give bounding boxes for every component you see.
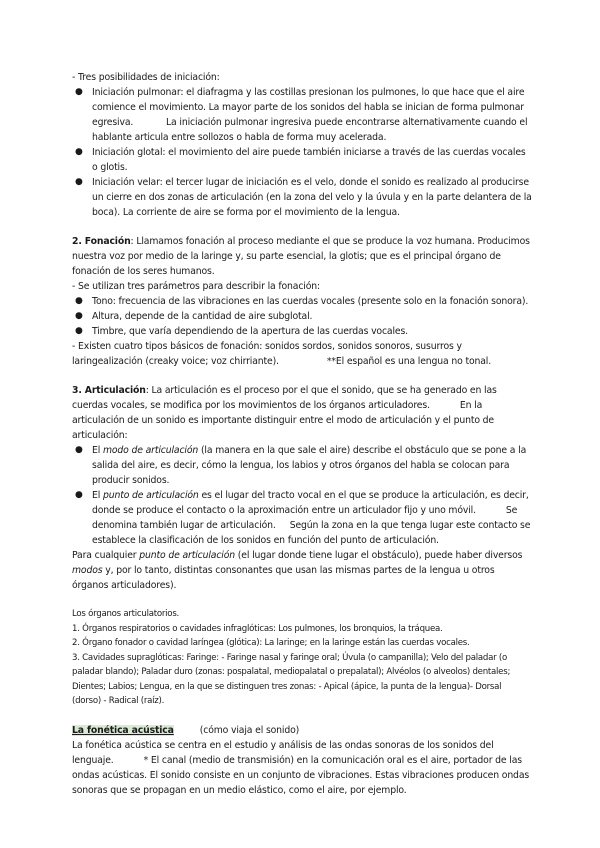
articulation-list [72,443,532,548]
bullet-icon: ● [75,490,83,500]
list-item: ● Timbre, que varía dependiendo de la apertura de las cuerdas vocales. [75,326,408,337]
list-item: ● Altura, depende de la cantidad de aire subglotal. [75,311,313,322]
organs-line-3: 3. Cavidades supraglóticas: Faringe: - Faringe nasal y faringe oral; Úvula (o campanilla); Velo del paladar (o paladar blando); Paladar duro (zonas: pospalatal, mediopalatal o prepalatal); Alvéolos (o alveolos) dentales; Dientes; Labios; Lengua, en la que se distinguen tres zonas: - Apical (ápice, la punta de la lengua)- Dorsal (dorso) - Radical (raíz). [72,652,511,706]
list-item: ● Iniciación pulmonar: el diafragma y las costillas presionan los pulmones, lo que hace que el aire comience el movimiento. La mayor parte de los sonidos del habla se inician de forma pulmonar egresiva. La iniciación pulmonar ingresiva puede encontrarse alternativamente cuando el hablante articula entre sollozos o habla de forma muy acelerada. [75,87,528,143]
phonation-types: - Existen cuatro tipos básicos de fonación: sonidos sordos, sonidos sonoros, susurros y laringealización (creaky voice; voz chirriante). **El español es una lengua no tonal. [72,341,492,367]
phonation-params-intro: - Se utilizan tres parámetros para describir la fonación: [72,281,320,292]
bullet-icon: ● [75,87,83,97]
acoustic-subtitle: (cómo viaja el sonido) [199,724,300,736]
acoustic-heading-line [72,723,532,738]
acoustic-paragraph: La fonética acústica se centra en el estudio y análisis de las ondas sonoras de los sonidos del lenguaje. * El canal (medio de transmisión) en la comunicación oral es el aire, portador de las ondas acústicas. El sonido consiste en un conjunto de vibraciones. Estas vibraciones producen ondas sonoras que se propagan en un medio elástico, como el aire, por ejemplo. [72,739,530,796]
tonal-note: **El español es una lengua no tonal. [326,356,492,367]
articulation-closing: Para cualquier punto de articulación (el lugar donde tiene lugar el obstáculo), puede haber diversos modos y, por lo tanto, distintas consonantes que usan las mismas partes de la lengua u otros órganos articuladores). [72,550,523,591]
acoustic-heading: La fonética acústica [72,724,174,736]
phonation-paragraph: 2. Fonación: Llamamos fonación al proceso mediante el que se produce la voz humana. Producimos nuestra voz por medio de la laringe y, su parte esencial, la glotis; que es el principal órgano de fonación de los seres humanos. [72,236,530,277]
initiation-list [72,85,532,220]
bullet-icon: ● [75,445,83,455]
initiation-intro: - Tres posibilidades de iniciación: [72,72,220,83]
articulation-heading: 3. Articulación [72,385,146,396]
phonation-heading: 2. Fonación [72,236,131,247]
list-item: ● Iniciación glotal: el movimiento del aire puede también iniciarse a través de las cuerdas vocales o glotis. [75,147,526,173]
organs-line-1: 1. Órganos respiratorios o cavidades infraglóticas: Los pulmones, los bronquios, la tráquea. [72,623,443,634]
bullet-icon: ● [75,147,83,157]
bullet-icon: ● [75,177,83,187]
organs-heading: Los órganos articulatorios. [72,609,180,619]
document-page [72,70,532,798]
list-item: ● El punto de articulación es el lugar del tracto vocal en el que se produce la articulación, es decir, donde se produce el contacto o la aproximación entre un articulador fijo y uno móvil. Se denomina también lugar de articulación. Según la zona en la que tenga lugar este contacto se establece la clasificación de los sonidos en función del punto de articulación. [75,490,531,546]
articulation-paragraph: 3. Articulación: La articulación es el proceso por el que el sonido, que se ha generado en las cuerdas vocales, se modifica por los movimientos de los órganos articuladores. En la articulación de un sonido es importante distinguir entre el modo de articulación y el punto de articulación: [72,385,497,441]
bullet-icon: ● [75,326,83,336]
organs-line-2: 2. Órgano fonador o cavidad laríngea (glótica): La laringe; en la laringe están las cuerdas vocales. [72,638,470,648]
list-item: ● Tono: frecuencia de las vibraciones en las cuerdas vocales (presente solo en la fonación sonora). [75,296,529,307]
phonation-params-list [72,294,532,339]
bullet-icon: ● [75,296,83,306]
organs-section [72,607,532,709]
list-item: ● El modo de articulación (la manera en la que sale el aire) describe el obstáculo que se pone a la salida del aire, es decir, cómo la lengua, los labios y otros órganos del habla se colocan para producir sonidos. [75,445,527,486]
list-item: ● Iniciación velar: el tercer lugar de iniciación es el velo, donde el sonido es realizado al producirse un cierre en dos zonas de articulación (en la zona del velo y la úvula y en la parte delantera de la boca). La corriente de aire se forma por el movimiento de la lengua. [75,177,532,218]
bullet-icon: ● [75,311,83,321]
